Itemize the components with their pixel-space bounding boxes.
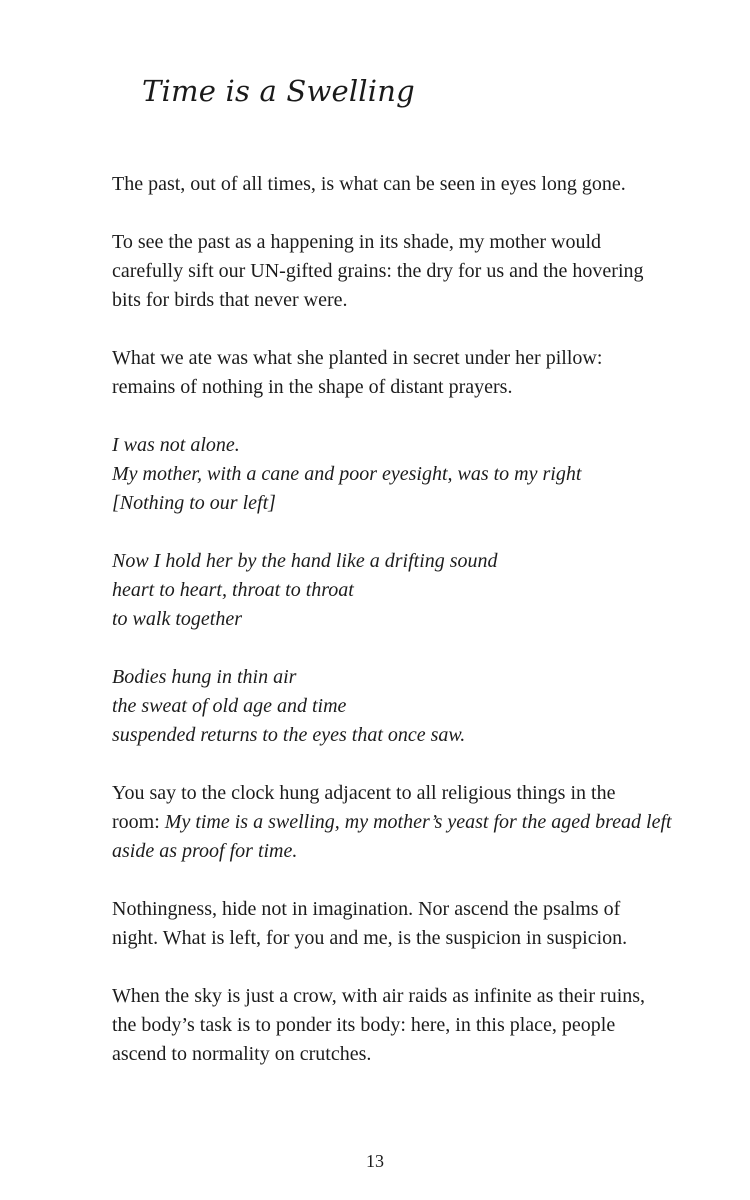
stanza-2 bbox=[112, 228, 692, 315]
poem-line: ascend to normality on crutches. bbox=[112, 1043, 372, 1065]
poem-line: night. What is left, for you and me, is the suspicion in suspicion. bbox=[112, 927, 628, 949]
poem-line: the body’s task is to ponder its body: here, in this place, people bbox=[112, 1014, 616, 1036]
poem-line-italic: My time is a swelling, my mother’s yeast for the aged bread left bbox=[164, 811, 672, 833]
poem-line: You say to the clock hung adjacent to all religious things in the bbox=[112, 782, 616, 804]
stanza-7 bbox=[112, 779, 692, 866]
poem-line: The past, out of all times, is what can be seen in eyes long gone. bbox=[112, 173, 626, 195]
poem-line: Nothingness, hide not in imagination. Nor ascend the psalms of bbox=[112, 898, 621, 920]
poem-line: To see the past as a happening in its shade, my mother would bbox=[112, 231, 602, 253]
stanza-1 bbox=[112, 170, 692, 199]
poem-line: aside as proof for time. bbox=[112, 840, 298, 862]
poem-line bbox=[112, 808, 692, 837]
poem-line: When the sky is just a crow, with air raids as infinite as their ruins, bbox=[112, 985, 646, 1007]
stanza-5 bbox=[112, 547, 692, 634]
poem-line: Bodies hung in thin air bbox=[112, 666, 297, 688]
poem-body bbox=[112, 170, 692, 1098]
poem-title: Time is a Swelling bbox=[142, 74, 415, 108]
poem-line: the sweat of old age and time bbox=[112, 695, 347, 717]
poem-line: to walk together bbox=[112, 608, 242, 630]
poem-line: heart to heart, throat to throat bbox=[112, 579, 354, 601]
stanza-6 bbox=[112, 663, 692, 750]
poem-line: carefully sift our UN-gifted grains: the dry for us and the hovering bbox=[112, 260, 644, 282]
poem-line: Now I hold her by the hand like a drifting sound bbox=[112, 550, 498, 572]
stanza-8 bbox=[112, 895, 692, 953]
poem-line: suspended returns to the eyes that once saw. bbox=[112, 724, 466, 746]
poem-line: I was not alone. bbox=[112, 434, 240, 456]
page-number: 13 bbox=[366, 1151, 384, 1171]
poem-line-roman: room: bbox=[112, 811, 165, 833]
poem-line: My mother, with a cane and poor eyesight, was to my right bbox=[112, 463, 582, 485]
stanza-4 bbox=[112, 431, 692, 518]
poem-line: What we ate was what she planted in secret under her pillow: bbox=[112, 347, 603, 369]
stanza-3 bbox=[112, 344, 692, 402]
poem-line: remains of nothing in the shape of distant prayers. bbox=[112, 376, 513, 398]
poem-line: [Nothing to our left] bbox=[112, 492, 276, 514]
stanza-9 bbox=[112, 982, 692, 1069]
poem-line: bits for birds that never were. bbox=[112, 289, 348, 311]
